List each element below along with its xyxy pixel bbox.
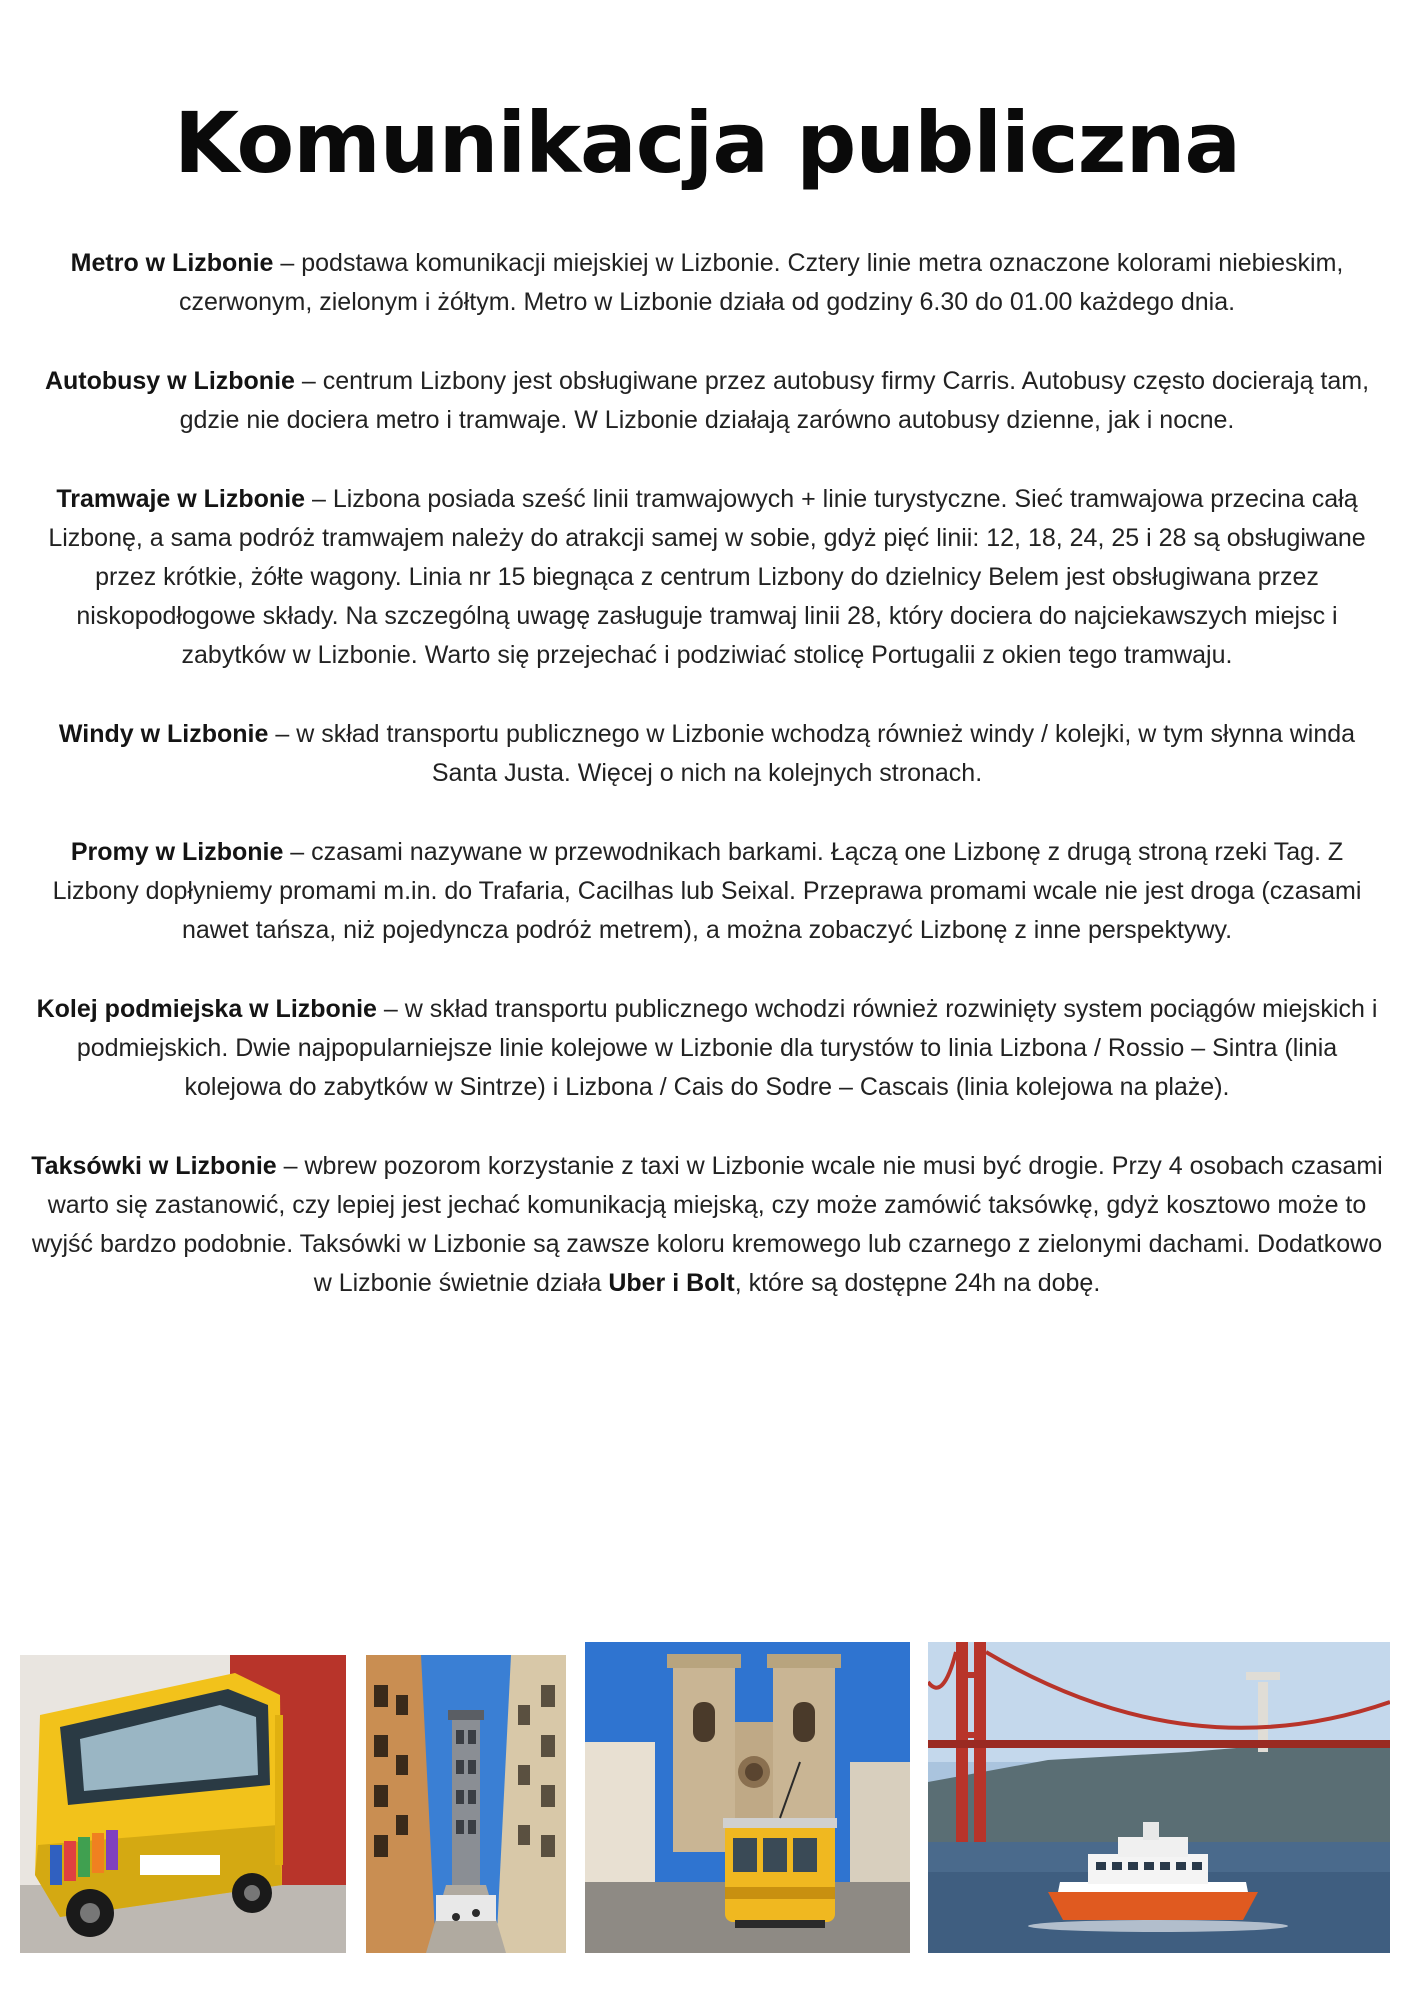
section-metro — [30, 244, 1384, 322]
section-text: – wbrew pozorom korzystanie z taxi w Lizbonie wcale nie musi być drogie. Przy 4 osobach czasami warto się zastanowić, czy lepiej jest jechać komunikacją miejską, czy może zamówić taksówkę, gdyż kosztowo może to wyjść bardzo podobnie. Taksówki w Lizbonie są zawsze koloru kremowego lub czarnego z zielonymi dachami. Dodatkowo w Lizbonie świetnie działa — [31, 1152, 1383, 1297]
section-heading: Windy w Lizbonie — [58, 720, 269, 748]
section-text-after: , które są dostępne 24h na dobę. — [734, 1269, 1101, 1297]
section-heading: Promy w Lizbonie — [70, 838, 284, 866]
section-text: – centrum Lizbony jest obsługiwane przez autobusy firmy Carris. Autobusy często docierają tam, gdzie nie dociera metro i tramwaje. W Lizbonie działają zarówno autobusy dzienne, jak i nocne. — [179, 367, 1370, 434]
section-heading: Kolej podmiejska w Lizbonie — [36, 995, 377, 1023]
section-lifts — [30, 715, 1384, 793]
section-ferries — [30, 833, 1384, 950]
content-body — [30, 244, 1384, 1343]
section-buses — [30, 362, 1384, 440]
section-text: – Lizbona posiada sześć linii tramwajowych + linie turystyczne. Sieć tramwajowa przecina całą Lizbonę, a sama podróż tramwajem należy do atrakcji samej w sobie, gdyż pięć linii: 12, 18, 24, 25 i 28 są obsługiwane przez krótkie, żółte wagony. Linia nr 15 biegnąca z centrum Lizbony do dzielnicy Belem jest obsługiwana przez niskopodłogowe składy. Na szczególną uwagę zasługuje tramwaj linii 28, który dociera do najciekawszych miejsc i zabytków w Lizbonie. Warto się przejechać i podziwiać stolicę Portugalii z okien tego tramwaju. — [48, 485, 1366, 669]
section-heading: Taksówki w Lizbonie — [31, 1152, 277, 1180]
photo-tram-cathedral — [585, 1642, 910, 1953]
section-heading: Metro w Lizbonie — [70, 249, 274, 277]
section-text: – czasami nazywane w przewodnikach barkami. Łączą one Lizbonę z drugą stroną rzeki Tag. Z Lizbony dopłyniemy promami m.in. do Trafaria, Cacilhas lub Seixal. Przeprawa promami wcale nie jest droga (czasami nawet tańsza, niż pojedyncza podróż metrem), a można zobaczyć Lizbonę z inne perspektywy. — [52, 838, 1362, 944]
section-highlight: Uber i Bolt — [608, 1269, 735, 1297]
section-text: – podstawa komunikacji miejskiej w Lizbonie. Cztery linie metra oznaczone kolorami niebieskim, czerwonym, zielonym i żółtym. Metro w Lizbonie działa od godziny 6.30 do 01.00 każdego dnia. — [178, 249, 1344, 316]
section-text: – w skład transportu publicznego wchodzi również rozwinięty system pociągów miejskich i podmiejskich. Dwie najpopularniejsze linie kolejowe w Lizbonie dla turystów to linia Lizbona / Rossio – Sintra (linia kolejowa do zabytków w Sintrze) i Lizbona / Cais do Sodre – Cascais (linia kolejowa na plaże). — [76, 995, 1378, 1101]
page-title: Komunikacja publiczna — [173, 94, 1241, 192]
photo-santa-justa-lift — [366, 1655, 566, 1953]
section-heading: Tramwaje w Lizbonie — [56, 485, 306, 513]
section-taxis — [30, 1147, 1384, 1303]
photo-bus — [20, 1655, 346, 1953]
section-heading: Autobusy w Lizbonie — [44, 367, 295, 395]
section-text: – w skład transportu publicznego w Lizbonie wchodzą również windy / kolejki, w tym słynna winda Santa Justa. Więcej o nich na kolejnych stronach. — [268, 720, 1356, 787]
photo-ferry-bridge — [928, 1642, 1390, 1953]
section-suburban-rail — [30, 990, 1384, 1107]
section-trams — [30, 480, 1384, 675]
